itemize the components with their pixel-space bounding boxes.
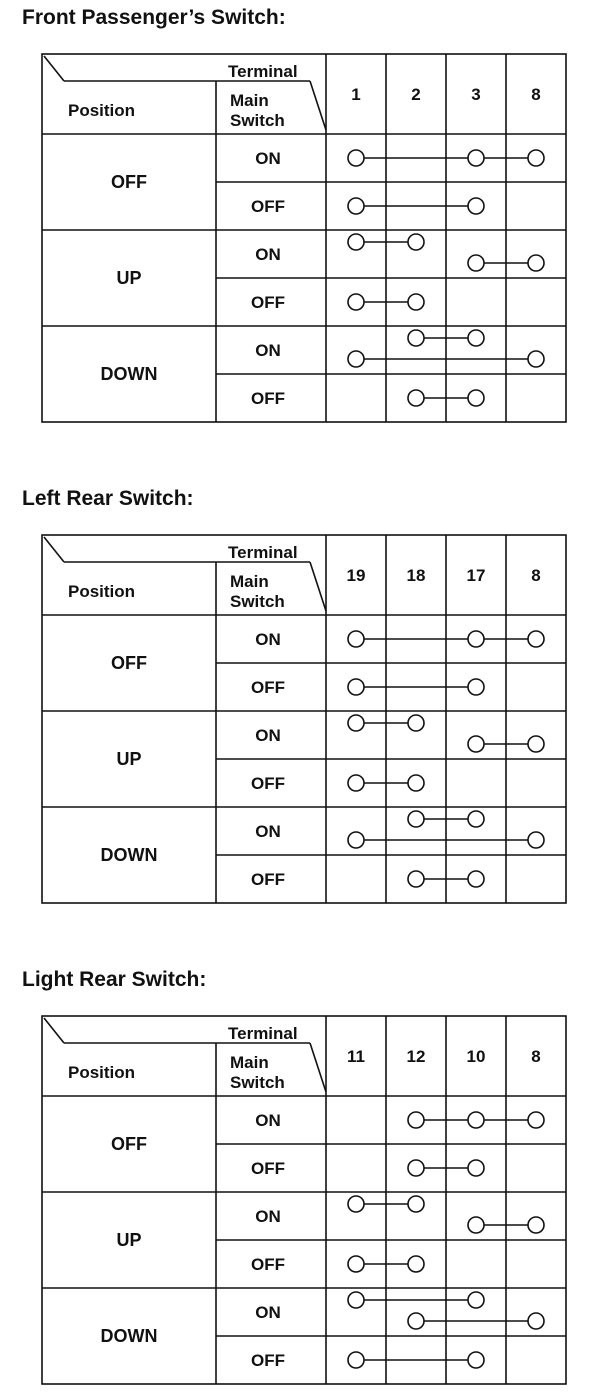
table-title-front-passenger: Front Passenger’s Switch: [22,6,286,29]
header-diagonal [44,56,64,81]
continuity-terminal-dot [408,1112,424,1128]
continuity-terminal-dot [408,330,424,346]
main-switch-state-label: ON [255,245,281,264]
header-diagonal [310,1043,326,1092]
continuity-terminal-dot [468,736,484,752]
continuity-terminal-dot [408,1160,424,1176]
position-label: DOWN [100,845,158,865]
main-switch-state-label: ON [255,822,281,841]
continuity-terminal-dot [528,832,544,848]
header-diagonal [44,537,64,562]
continuity-terminal-dot [408,871,424,887]
continuity-terminal-dot [528,1217,544,1233]
continuity-terminal-dot [468,1160,484,1176]
continuity-terminal-dot [348,150,364,166]
switch-table-front-passenger [0,52,608,422]
main-switch-state-label: ON [255,1111,281,1130]
continuity-terminal-dot [528,351,544,367]
main-switch-header-label: Main [230,1053,269,1072]
main-switch-header-label: Main [230,91,269,110]
main-switch-state-label: OFF [251,774,285,793]
main-switch-state-label: OFF [251,389,285,408]
terminal-number-label: 1 [351,85,361,104]
header-diagonal [44,1018,64,1043]
continuity-terminal-dot [348,775,364,791]
continuity-terminal-dot [408,1256,424,1272]
terminal-number-label: 17 [466,566,486,585]
continuity-terminal-dot [348,1256,364,1272]
continuity-terminal-dot [408,775,424,791]
continuity-terminal-dot [348,715,364,731]
continuity-terminal-dot [348,631,364,647]
continuity-terminal-dot [348,234,364,250]
position-header-label: Position [68,101,136,120]
continuity-terminal-dot [468,811,484,827]
continuity-terminal-dot [468,631,484,647]
continuity-terminal-dot [468,198,484,214]
main-switch-state-label: OFF [251,293,285,312]
main-switch-state-label: OFF [251,870,285,889]
continuity-terminal-dot [528,736,544,752]
main-switch-header-label: Main [230,572,269,591]
main-switch-state-label: OFF [251,1159,285,1178]
main-switch-state-label: OFF [251,197,285,216]
main-switch-state-label: ON [255,149,281,168]
terminal-number-label: 12 [406,1047,426,1066]
position-label: OFF [111,1134,147,1154]
continuity-terminal-dot [348,294,364,310]
table-title-light-rear: Light Rear Switch: [22,968,207,991]
continuity-terminal-dot [348,1292,364,1308]
terminal-number-label: 8 [531,85,541,104]
continuity-terminal-dot [408,811,424,827]
continuity-terminal-dot [408,1313,424,1329]
continuity-terminal-dot [468,330,484,346]
continuity-terminal-dot [468,679,484,695]
continuity-terminal-dot [348,679,364,695]
terminal-number-label: 8 [531,1047,541,1066]
continuity-terminal-dot [348,198,364,214]
continuity-terminal-dot [348,351,364,367]
main-switch-state-label: ON [255,726,281,745]
continuity-terminal-dot [528,631,544,647]
continuity-terminal-dot [528,150,544,166]
continuity-terminal-dot [468,150,484,166]
position-label: OFF [111,172,147,192]
continuity-terminal-dot [468,255,484,271]
main-switch-state-label: ON [255,1303,281,1322]
terminal-number-label: 10 [466,1047,486,1066]
position-label: DOWN [100,1326,158,1346]
terminal-header-label: Terminal [228,543,298,562]
main-switch-state-label: OFF [251,678,285,697]
terminal-header-label: Terminal [228,1024,298,1043]
header-diagonal [310,81,326,130]
continuity-terminal-dot [348,1196,364,1212]
position-header-label: Position [68,1063,136,1082]
switch-table-left-rear [0,533,608,903]
main-switch-state-label: ON [255,630,281,649]
main-switch-state-label: OFF [251,1351,285,1370]
continuity-terminal-dot [468,871,484,887]
continuity-terminal-dot [468,1112,484,1128]
terminal-number-label: 3 [471,85,481,104]
position-label: DOWN [100,364,158,384]
continuity-terminal-dot [468,1352,484,1368]
continuity-terminal-dot [408,294,424,310]
continuity-terminal-dot [528,255,544,271]
position-label: UP [116,1230,142,1250]
table-title-left-rear: Left Rear Switch: [22,487,194,510]
terminal-header-label: Terminal [228,62,298,81]
header-diagonal [310,562,326,611]
continuity-terminal-dot [528,1112,544,1128]
continuity-terminal-dot [408,234,424,250]
continuity-terminal-dot [348,832,364,848]
terminal-number-label: 8 [531,566,541,585]
main-switch-header-label: Switch [230,1073,285,1092]
position-label: UP [116,749,142,769]
position-header-label: Position [68,582,136,601]
continuity-terminal-dot [468,1217,484,1233]
switch-table-light-rear [0,1014,608,1386]
main-switch-state-label: ON [255,1207,281,1226]
terminal-number-label: 18 [406,566,426,585]
terminal-number-label: 19 [346,566,366,585]
continuity-terminal-dot [408,715,424,731]
terminal-number-label: 11 [347,1047,365,1066]
main-switch-state-label: OFF [251,1255,285,1274]
continuity-terminal-dot [348,1352,364,1368]
position-label: UP [116,268,142,288]
continuity-terminal-dot [528,1313,544,1329]
main-switch-state-label: ON [255,341,281,360]
position-label: OFF [111,653,147,673]
main-switch-header-label: Switch [230,592,285,611]
main-switch-header-label: Switch [230,111,285,130]
continuity-terminal-dot [468,1292,484,1308]
continuity-terminal-dot [468,390,484,406]
terminal-number-label: 2 [411,85,421,104]
continuity-terminal-dot [408,390,424,406]
continuity-terminal-dot [408,1196,424,1212]
